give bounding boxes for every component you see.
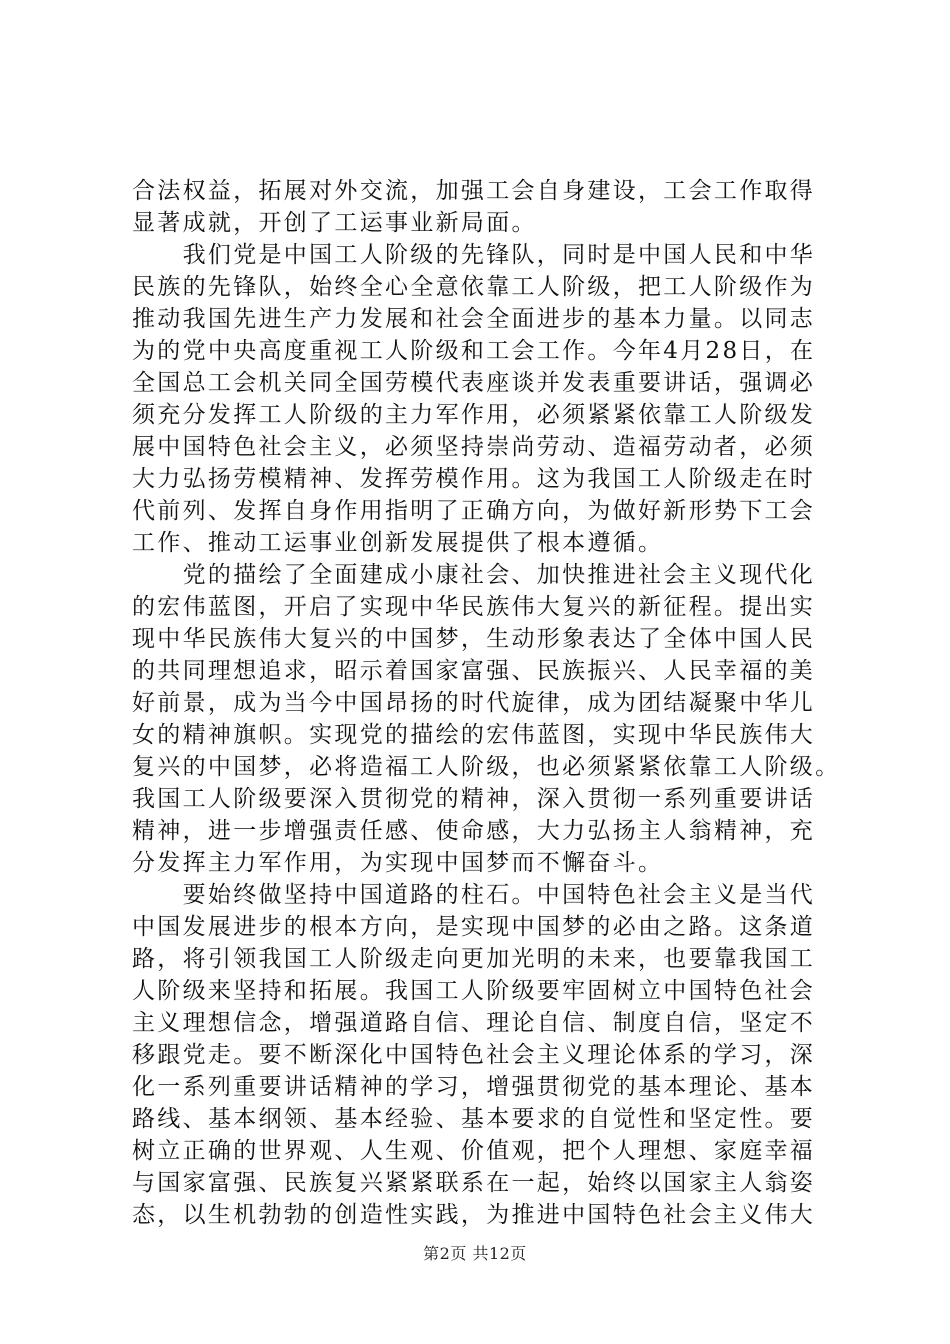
text-line: 的宏伟蓝图，开启了实现中华民族伟大复兴的新征程。提出实 — [132, 594, 816, 620]
text-line: 移跟党走。要不断深化中国特色社会主义理论体系的学习，深 — [132, 1042, 816, 1068]
text-line: 须充分发挥工人阶级的主力军作用，必须紧紧依靠工人阶级发 — [132, 402, 816, 428]
text-line: 现中华民族伟大复兴的中国梦，生动形象表达了全体中国人民 — [132, 626, 816, 652]
text-line: 我们党是中国工人阶级的先锋队，同时是中国人民和中华 — [132, 242, 816, 268]
text-line: 中国发展进步的根本方向，是实现中国梦的必由之路。这条道 — [132, 914, 816, 940]
text-line: 的共同理想追求，昭示着国家富强、民族振兴、人民幸福的美 — [132, 658, 816, 684]
text-line: 人阶级来坚持和拓展。我国工人阶级要牢固树立中国特色社会 — [132, 978, 816, 1004]
text-line: 展中国特色社会主义，必须坚持崇尚劳动、造福劳动者，必须 — [132, 434, 816, 460]
text-line: 显著成就，开创了工运事业新局面。 — [132, 210, 537, 236]
text-line: 路线、基本纲领、基本经验、基本要求的自觉性和坚定性。要 — [132, 1106, 816, 1132]
text-line: 我国工人阶级要深入贯彻党的精神，深入贯彻一系列重要讲话 — [132, 786, 816, 812]
text-line: 态，以生机勃勃的创造性实践，为推进中国特色社会主义伟大 — [132, 1202, 816, 1228]
text-line: 全国总工会机关同全国劳模代表座谈并发表重要讲话，强调必 — [132, 370, 816, 396]
text-line: 民族的先锋队，始终全心全意依靠工人阶级，把工人阶级作为 — [132, 274, 816, 300]
text-line: 路，将引领我国工人阶级走向更加光明的未来，也要靠我国工 — [132, 946, 816, 972]
text-line: 化一系列重要讲话精神的学习，增强贯彻党的基本理论、基本 — [132, 1074, 816, 1100]
text-line: 推动我国先进生产力发展和社会全面进步的基本力量。以同志 — [132, 306, 816, 332]
text-line: 代前列、发挥自身作用指明了正确方向，为做好新形势下工会 — [132, 498, 816, 524]
text-line: 好前景，成为当今中国昂扬的时代旋律，成为团结凝聚中华儿 — [132, 690, 816, 716]
text-line: 复兴的中国梦，必将造福工人阶级，也必须紧紧依靠工人阶级。 — [132, 754, 841, 780]
text-line: 树立正确的世界观、人生观、价值观，把个人理想、家庭幸福 — [132, 1138, 816, 1164]
text-line: 要始终做坚持中国道路的柱石。中国特色社会主义是当代 — [132, 882, 816, 908]
text-line: 主义理想信念，增强道路自信、理论自信、制度自信，坚定不 — [132, 1010, 816, 1036]
body-text — [132, 175, 841, 1231]
text-line: 大力弘扬劳模精神、发挥劳模作用。这为我国工人阶级走在时 — [132, 466, 816, 492]
text-line: 精神，进一步增强责任感、使命感，大力弘扬主人翁精神，充 — [132, 818, 816, 844]
text-line: 党的描绘了全面建成小康社会、加快推进社会主义现代化 — [132, 562, 816, 588]
text-line: 分发挥主力军作用，为实现中国梦而不懈奋斗。 — [132, 850, 664, 876]
text-line: 工作、推动工运事业创新发展提供了根本遵循。 — [132, 530, 664, 556]
page-number-footer: 第2页 共12页 — [423, 1244, 527, 1263]
text-line: 与国家富强、民族复兴紧紧联系在一起，始终以国家主人翁姿 — [132, 1170, 816, 1196]
text-line: 合法权益，拓展对外交流，加强工会自身建设，工会工作取得 — [132, 178, 816, 204]
text-line: 女的精神旗帜。实现党的描绘的宏伟蓝图，实现中华民族伟大 — [132, 722, 816, 748]
text-line: 为的党中央高度重视工人阶级和工会工作。今年4月28日，在 — [132, 338, 816, 364]
